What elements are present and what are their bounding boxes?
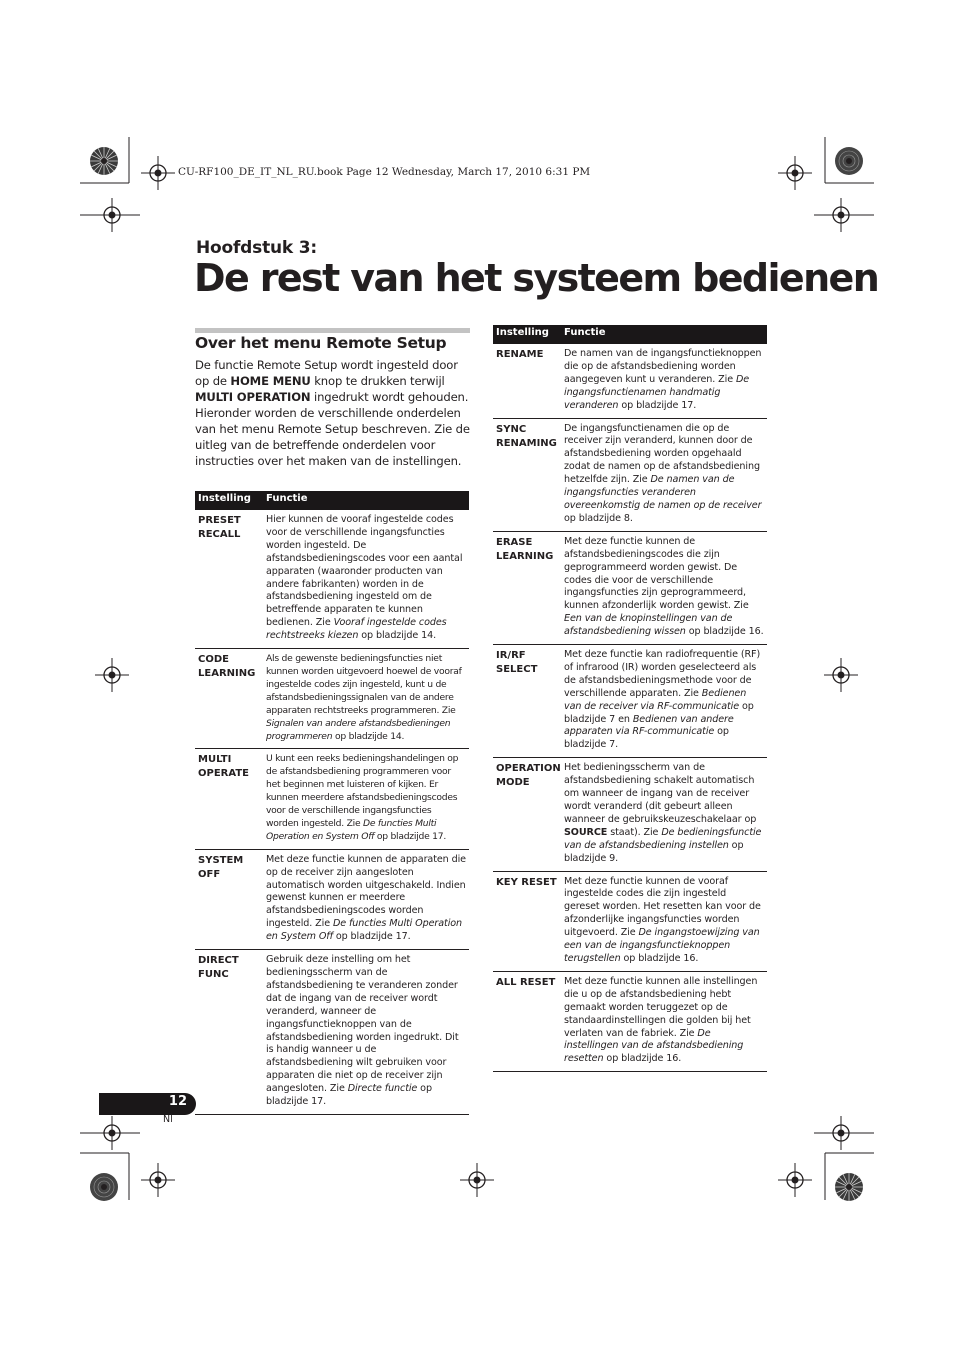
language-code: Nl [163,1114,173,1125]
page-reference: Bedienen van de receiver via RF-communicatie [564,687,747,712]
page-reference: De functies Multi Operation en System Off [266,918,463,943]
column-header-function: Functie [263,491,469,510]
page-reference: De namen van de ingangsfuncties veranderen overeenkomstig de namen op de receiver [564,474,762,511]
settings-table-right [493,325,767,1072]
setting-name: KEY RESET [493,871,561,971]
setting-description: Hier kunnen de vooraf ingestelde codes voor de verschillende ingangsfuncties worden ingesteld. De afstandsbedieningscodes voor een aantal apparaten (waaronder producten van andere fabrikanten) worden in de afstandsbediening ingesteld om de betreffende apparaten te kunnen bedienen. Zie Vooraf ingestelde codes rechtstreeks kiezen op bladzijde 14. [263,510,469,649]
page-reference: De instellingen van de afstandsbediening resetten [564,1027,744,1065]
registration-mark-icon [824,658,858,692]
setting-name: PRESET RECALL [195,510,263,649]
setting-description: Met deze functie kunnen alle instellingen die u op de afstandsbediening hebt gemaakt worden teruggezet op de standaardinstellingen die golden bij het verlaten van de fabriek. Zie De instellingen van de afstandsbediening resetten op bladzijde 16. [561,971,767,1071]
starburst-target-icon [89,146,119,176]
setting-description: Met deze functie kunnen de vooraf ingestelde codes die zijn ingesteld gereset worden. Het resetten kan voor de afzonderlijke ingangsfuncties worden uitgevoerd. Zie De ingangstoewijzing van een van de ingangsfunctieknoppen terugstellen op bladzijde 16. [561,871,767,971]
registration-mark-icon [141,156,175,190]
page-reference: Een van de knopinstellingen van de afstandsbediening wissen [564,613,733,638]
page-reference: De functies Multi Operation en System Off [266,817,437,842]
setting-name: CODE LEARNING [195,649,263,749]
page-reference: De ingangstoewijzing van een van de ingangsfunctieknoppen terugstellen [564,927,760,964]
print-header: CU-RF100_DE_IT_NL_RU.book Page 12 Wednesday, March 17, 2010 6:31 PM [178,166,591,178]
home-menu-term: HOME MENU [230,374,311,388]
settings-table-left [195,491,469,1115]
setting-name: ERASE LEARNING [493,531,561,644]
setting-description: De namen van de ingangsfunctieknoppen die op de afstandsbediening worden aangegeven kunt u veranderen. Zie De ingangsfunctienamen handmatig veranderen op bladzijde 17. [561,344,767,418]
setting-name: OPERATION MODE [493,758,561,871]
setting-description: Met deze functie kan radiofrequentie (RF) of infrarood (IR) worden geselecteerd als de afstandsbedieningsmethode voor de verschillende apparaten. Zie Bedienen van de receiver via RF-communicatie op bladzijde 7 en Bedienen van andere apparaten via RF-communicatie op bladzijde 7. [561,645,767,758]
registration-mark-icon [460,1163,494,1197]
column-header-setting: Instelling [195,491,263,510]
section-heading: Over het menu Remote Setup [195,334,447,352]
table-row [493,645,767,758]
setting-name: RENAME [493,344,561,418]
source-term: SOURCE [564,826,608,838]
page-reference: Bedienen van andere apparaten via RF-communicatie [564,713,734,738]
starburst-target-icon [834,1172,864,1202]
registration-mark-icon [95,198,129,232]
setting-name: MULTI OPERATE [195,749,263,849]
chapter-title: De rest van het systeem bedienen [194,256,879,300]
intro-paragraph: De functie Remote Setup wordt ingesteld door op de HOME MENU knop te drukken terwijl MULTI OPERATION ingedrukt wordt gehouden. Hieronder worden de verschillende onderdelen van het menu Remote Setup beschreven. Zie de uitleg van de betreffende onderdelen voor instructies over het maken van de instellingen. [195,358,470,468]
setting-description: Gebruik deze instelling om het bedieningsscherm van de afstandsbediening te veranderen zonder dat de ingang van de receiver wordt veranderd, wanneer de ingangsfunctieknoppen van de afstandsbediening worden ingedrukt. Dit is handig wanneer u de afstandsbediening wilt gebruiken voor apparaten die niet op de receiver zijn aangesloten. Zie Directe functie op bladzijde 17. [263,950,469,1115]
setting-name: ALL RESET [493,971,561,1071]
setting-description: De ingangsfunctienamen die op de receiver zijn veranderd, kunnen door de afstandsbediening worden opgehaald zodat de namen op de afstandsbediening hetzelfde zijn. Zie De namen van de ingangsfuncties veranderen overeenkomstig de namen op de receiver op bladzijde 8. [561,418,767,531]
setting-name: DIRECT FUNC [195,950,263,1115]
setting-name: SYNC RENAMING [493,418,561,531]
table-row [493,871,767,971]
page-reference: Directe functie [347,1083,418,1095]
section-rule [195,328,470,333]
starburst-target-icon [834,146,864,176]
column-header-setting: Instelling [493,325,561,344]
table-row [195,510,469,649]
table-row [195,649,469,749]
page-reference: De bedieningsfunctie van de afstandsbediening instellen [564,826,762,851]
table-row [195,849,469,949]
setting-description: U kunt een reeks bedieningshandelingen op de afstandsbediening programmeren voor het beginnen met luisteren of kijken. Er kunnen meerdere afstandsbedieningscodes voor de verschillende ingangsfuncties worden ingesteld. Zie De functies Multi Operation en System Off op bladzijde 17. [263,749,469,849]
starburst-target-icon [89,1172,119,1202]
registration-mark-icon [824,1116,858,1150]
table-row [493,758,767,871]
setting-description: Met deze functie kunnen de apparaten die op de receiver zijn aangesloten automatisch worden uitgeschakeld. Indien gewenst kunnen er meerdere afstandsbedieningscodes worden ingesteld. Zie De functies Multi Operation en System Off op bladzijde 17. [263,849,469,949]
registration-mark-icon [778,156,812,190]
table-row [493,344,767,418]
multi-operation-term: MULTI OPERATION [195,390,311,404]
page-reference: Vooraf ingestelde codes rechtstreeks kiezen [266,617,447,642]
table-row [493,971,767,1071]
chapter-label: Hoofdstuk 3: [196,238,317,258]
registration-mark-icon [141,1163,175,1197]
setting-name: IR/RF SELECT [493,645,561,758]
page-reference: De ingangsfunctienamen handmatig veranderen [564,373,750,411]
table-row [493,531,767,644]
setting-name: SYSTEM OFF [195,849,263,949]
column-header-function: Functie [561,325,767,344]
registration-mark-icon [778,1163,812,1197]
setting-description: Het bedieningsscherm van de afstandsbediening schakelt automatisch om wanneer de ingang van de receiver wordt veranderd (dit gebeurt alleen wanneer de gebruikskeuzeschakelaar op SOURCE staat). Zie De bedieningsfunctie van de afstandsbediening instellen op bladzijde 9. [561,758,767,871]
registration-mark-icon [824,198,858,232]
page-number: 12 [168,1094,187,1109]
table-row [493,418,767,531]
setting-description: Als de gewenste bedieningsfuncties niet kunnen worden uitgevoerd hoewel de vooraf ingestelde codes zijn ingesteld, kunt u de afstandsbedieningssignalen van de andere apparaten rechtstreeks programmeren. Zie Signalen van andere afstandsbedieningen programmeren op bladzijde 14. [263,649,469,749]
table-row [195,749,469,849]
setting-description: Met deze functie kunnen de afstandsbedieningscodes die zijn geprogrammeerd worden gewist. De codes die voor de verschillende ingangsfuncties zijn geprogrammeerd, kunnen afzonderlijk worden gewist. Zie Een van de knopinstellingen van de afstandsbediening wissen op bladzijde 16. [561,531,767,644]
registration-mark-icon [95,658,129,692]
page-reference: Signalen van andere afstandsbedieningen programmeren [266,717,451,742]
table-row [195,950,469,1115]
registration-mark-icon [95,1116,129,1150]
